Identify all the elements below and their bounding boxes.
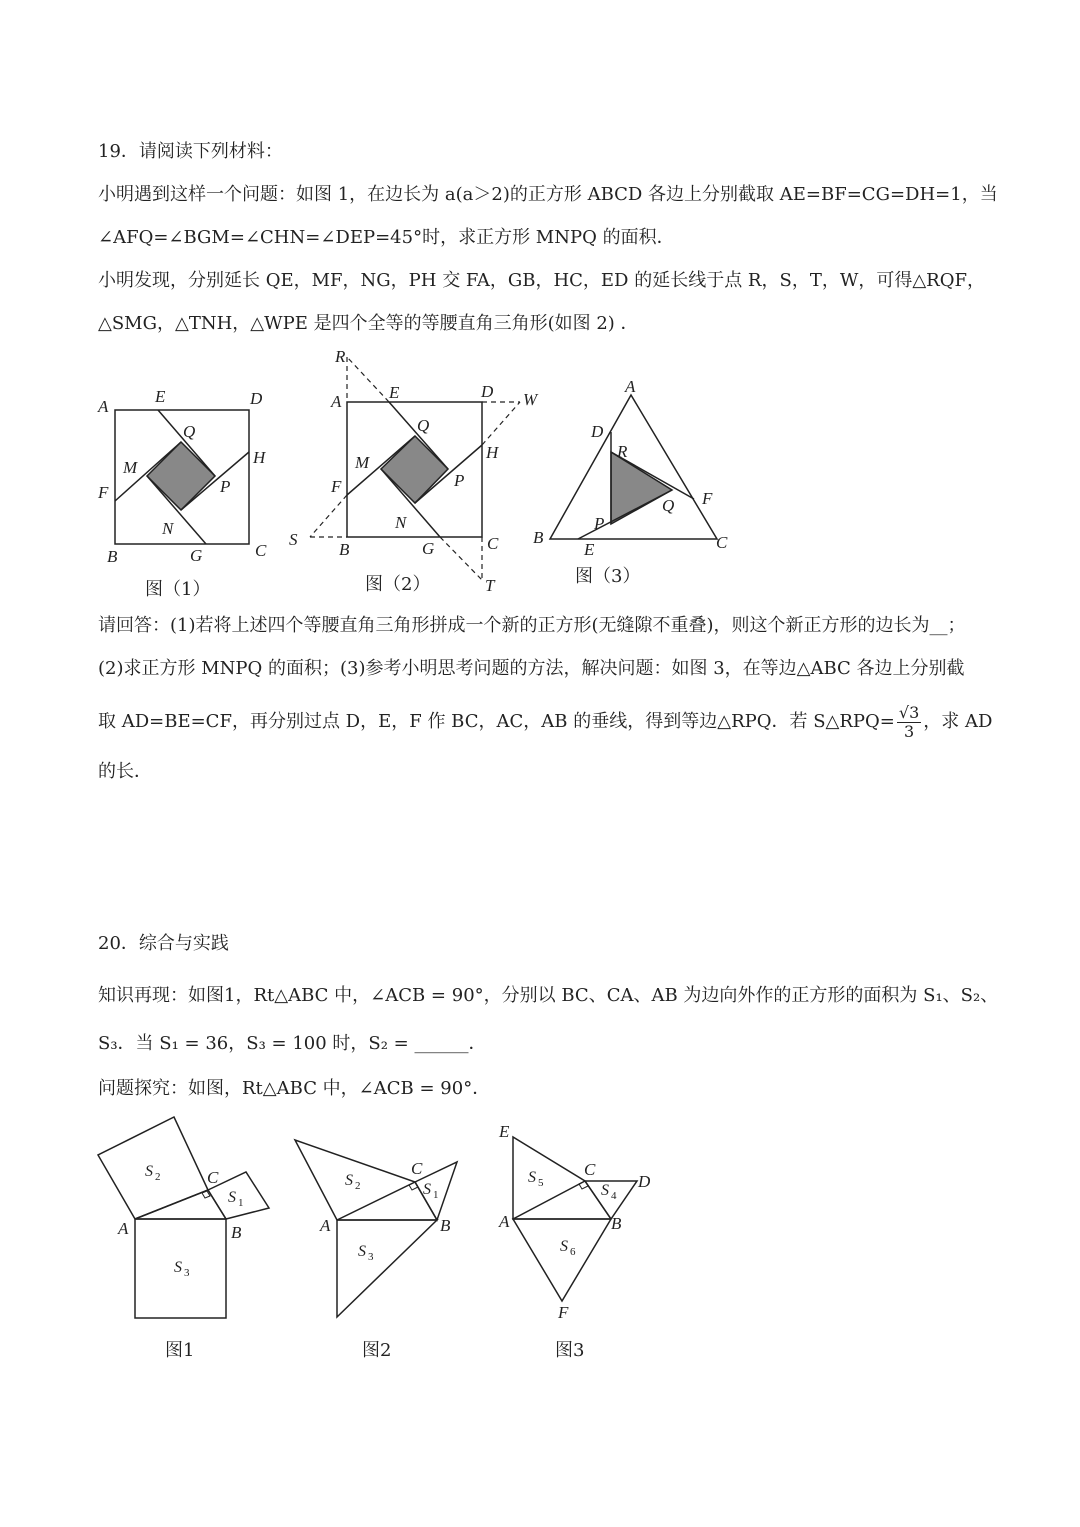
fig1-label-B: B bbox=[107, 547, 118, 566]
q20-f3-S6-sub: 6 bbox=[570, 1246, 576, 1258]
q20-f3-D: D bbox=[638, 1172, 651, 1191]
fig2-label-B: B bbox=[339, 540, 350, 559]
fig2-label-H: H bbox=[486, 443, 499, 462]
fig1-label-Q: Q bbox=[183, 422, 196, 441]
q19-line-1: 小明遇到这样一个问题：如图 1，在边长为 a(a＞2)的正方形 ABCD 各边上分别截取 AE=BF=CG=DH=1，当 bbox=[98, 184, 998, 205]
fig2-label-E: E bbox=[389, 383, 400, 402]
q19-answer-line-3 bbox=[98, 700, 992, 744]
q19-answer-line-3-a: 取 AD=BE=CF，再分别过点 D，E，F 作 BC，AC，AB 的垂线，得到等边△RPQ．若 S△RPQ= bbox=[98, 711, 895, 732]
q20-f1-S3-sub: 3 bbox=[184, 1267, 190, 1279]
fig2-label-C: C bbox=[487, 534, 499, 553]
q20-line-1: 知识再现：如图1，Rt△ABC 中，∠ACB = 90°，分别以 BC、CA、AB 为边向外作的正方形的面积为 S₁、S₂、 bbox=[98, 985, 999, 1006]
fig2-label-W: W bbox=[523, 390, 538, 409]
fig1-label-C: C bbox=[255, 541, 267, 560]
q20-f2-S2: S bbox=[345, 1172, 353, 1189]
q20-f3-C: C bbox=[584, 1160, 596, 1179]
q20-f1-B: B bbox=[231, 1223, 242, 1242]
q20-f2-S1-sub: 1 bbox=[433, 1189, 439, 1201]
q19-figure-2 bbox=[285, 345, 545, 595]
q20-f2-A: A bbox=[320, 1216, 331, 1235]
q19-answer-line-2: (2)求正方形 MNPQ 的面积；(3)参考小明思考问题的方法，解决问题：如图 3，在等边△ABC 各边上分别截 bbox=[98, 658, 965, 679]
fig1-label-M: M bbox=[123, 458, 138, 477]
fig3-label-D: D bbox=[591, 422, 604, 441]
fig2-label-P: P bbox=[454, 471, 465, 490]
fig2-label-A: A bbox=[331, 392, 342, 411]
q20-title: 20．综合与实践 bbox=[98, 933, 229, 954]
q20-f3-F: F bbox=[558, 1303, 569, 1322]
fig2-label-D: D bbox=[481, 382, 494, 401]
fig2-label-Q: Q bbox=[417, 416, 430, 435]
q19-answer-line-3-b: ，求 AD bbox=[923, 711, 993, 732]
q20-f2-S3: S bbox=[358, 1243, 366, 1260]
q20-f3-S6: S bbox=[560, 1238, 568, 1255]
fig3-label-R: R bbox=[617, 442, 628, 461]
q20-line-3: 问题探究：如图，Rt△ABC 中，∠ACB = 90°． bbox=[98, 1078, 491, 1099]
q20-figure-3 bbox=[495, 1115, 665, 1325]
fraction-numerator: √3 bbox=[898, 702, 920, 722]
fig2-label-G: G bbox=[422, 539, 435, 558]
fig3-label-E: E bbox=[584, 540, 595, 559]
fig2-label-T: T bbox=[485, 576, 495, 595]
q19-title: 19．请阅读下列材料： bbox=[98, 141, 283, 162]
fig1-label-D: D bbox=[250, 389, 263, 408]
fig3-label-Q: Q bbox=[662, 496, 675, 515]
q20-f3-A: A bbox=[499, 1212, 510, 1231]
q19-caption-1: 图（1） bbox=[145, 579, 211, 600]
q19-line-4: △SMG，△TNH，△WPE 是四个全等的等腰直角三角形(如图 2) ． bbox=[98, 313, 639, 334]
fig2-label-F: F bbox=[331, 477, 342, 496]
fig1-label-A: A bbox=[98, 397, 109, 416]
fig1-label-H: H bbox=[253, 448, 266, 467]
fig3-label-F: F bbox=[702, 489, 713, 508]
q20-f3-S5: S bbox=[528, 1169, 536, 1186]
fig1-label-F: F bbox=[98, 483, 109, 502]
fig2-label-M: M bbox=[355, 453, 370, 472]
q19-caption-2: 图（2） bbox=[365, 574, 431, 595]
fig1-label-E: E bbox=[155, 387, 166, 406]
q19-figure-1 bbox=[95, 380, 285, 570]
q19-caption-3: 图（3） bbox=[575, 566, 641, 587]
q20-figure-1 bbox=[95, 1110, 280, 1325]
q20-line-2: S₃．当 S₁ = 36，S₃ = 100 时，S₂ = ______． bbox=[98, 1033, 487, 1054]
fig3-label-C: C bbox=[716, 533, 728, 552]
q20-caption-3: 图3 bbox=[555, 1340, 585, 1361]
fig2-label-R: R bbox=[335, 347, 346, 366]
q20-f1-A: A bbox=[118, 1219, 129, 1238]
q20-f2-S1: S bbox=[423, 1181, 431, 1198]
fraction-denominator: 3 bbox=[903, 721, 915, 741]
q20-f2-S3-sub: 3 bbox=[368, 1251, 374, 1263]
q20-f1-C: C bbox=[207, 1168, 219, 1187]
q19-answer-line-1: 请回答：(1)若将上述四个等腰直角三角形拼成一个新的正方形(无缝隙不重叠)，则这个新正方形的边长为__； bbox=[98, 615, 966, 636]
fig1-label-G: G bbox=[190, 546, 203, 565]
q20-caption-2: 图2 bbox=[362, 1340, 392, 1361]
fig1-label-N: N bbox=[162, 519, 174, 538]
q20-caption-1: 图1 bbox=[165, 1340, 195, 1361]
q20-f3-S4-sub: 4 bbox=[611, 1190, 617, 1202]
q20-f2-C: C bbox=[411, 1159, 423, 1178]
q20-f3-S4: S bbox=[601, 1182, 609, 1199]
q19-answer-line-4: 的长． bbox=[98, 761, 152, 782]
q20-f1-S1-sub: 1 bbox=[238, 1197, 244, 1209]
q19-line-2: ∠AFQ=∠BGM=∠CHN=∠DEP=45°时，求正方形 MNPQ 的面积． bbox=[98, 227, 675, 248]
fig1-label-P: P bbox=[220, 477, 231, 496]
q20-f1-S3: S bbox=[174, 1259, 182, 1276]
q20-f3-E: E bbox=[499, 1122, 510, 1141]
fig2-label-S: S bbox=[289, 530, 298, 549]
q20-f1-S2: S bbox=[145, 1163, 153, 1180]
q20-f1-S2-sub: 2 bbox=[155, 1171, 161, 1183]
q20-f1-S1: S bbox=[228, 1189, 236, 1206]
fig2-label-N: N bbox=[395, 513, 407, 532]
q20-f3-S5-sub: 5 bbox=[538, 1177, 544, 1189]
q20-figure-2 bbox=[290, 1130, 465, 1325]
q19-figure-3 bbox=[530, 375, 740, 560]
fig3-label-B: B bbox=[533, 528, 544, 547]
fig3-label-P: P bbox=[594, 514, 605, 533]
q20-f3-B: B bbox=[611, 1214, 622, 1233]
fraction-sqrt3-over-3 bbox=[897, 704, 921, 741]
q19-line-3: 小明发现，分别延长 QE，MF，NG，PH 交 FA，GB，HC，ED 的延长线于点 R，S，T，W，可得△RQF， bbox=[98, 270, 985, 291]
q20-f2-B: B bbox=[440, 1216, 451, 1235]
q20-f2-S2-sub: 2 bbox=[355, 1180, 361, 1192]
fig3-label-A: A bbox=[625, 377, 636, 396]
